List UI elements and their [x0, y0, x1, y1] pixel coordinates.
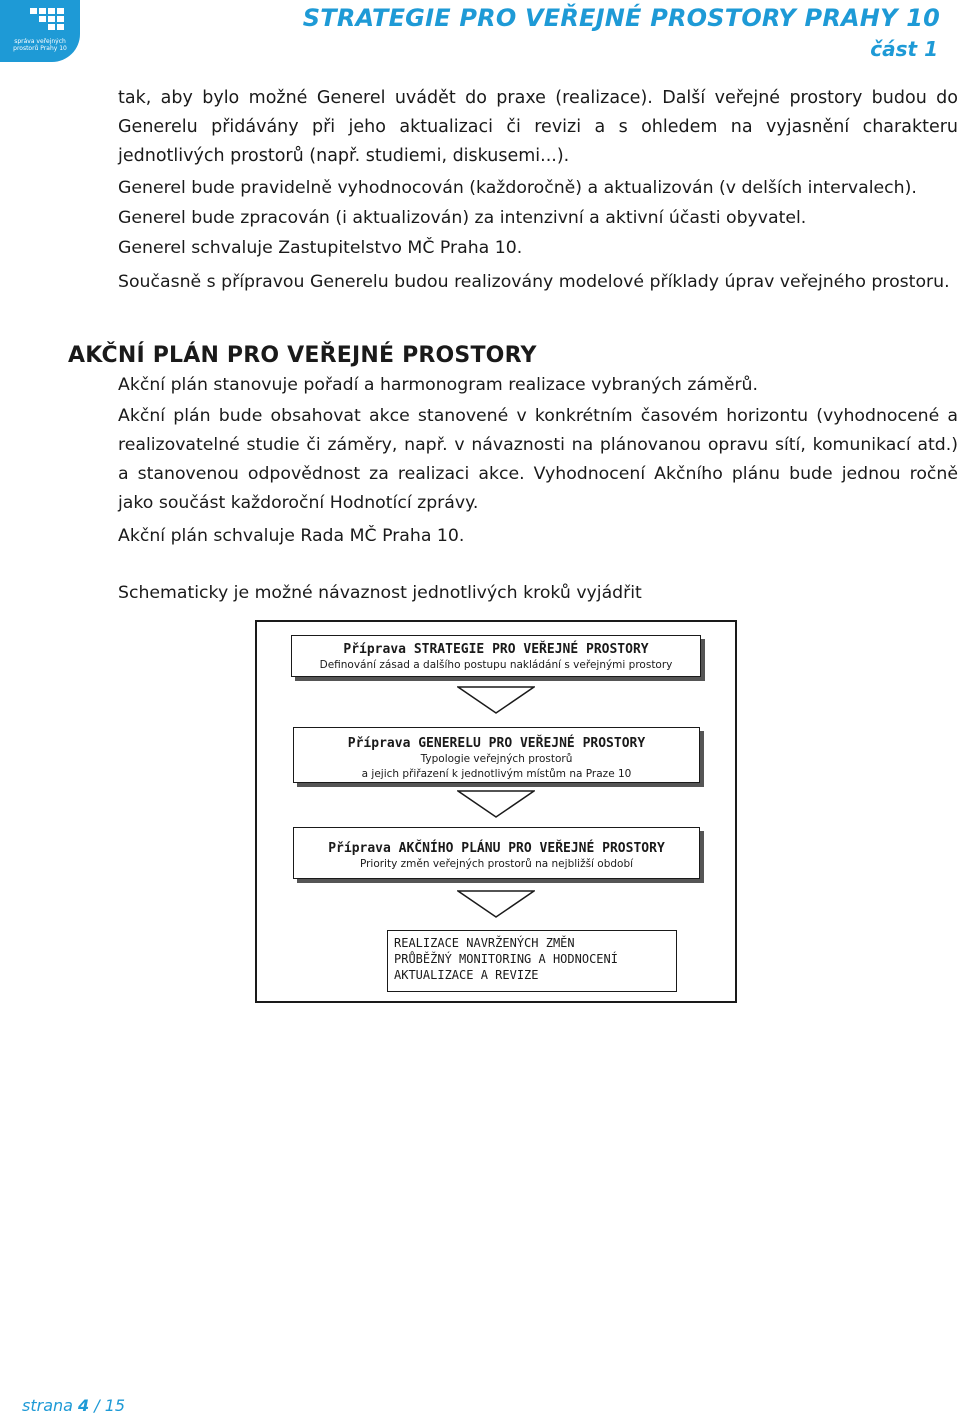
page-label: strana	[22, 1396, 73, 1415]
arrow-down-icon	[457, 686, 535, 714]
step-box-action-plan	[293, 827, 700, 879]
intro-paragraph: tak, aby bylo možné Generel uvádět do praxe (realizace). Další veřejné prostory budou do Generelu přidávány při jeho aktualizaci či revizi a s ohledem na vyjasnění charakteru jednotlivých prostorů (např. studiemi, diskusemi...).	[118, 88, 958, 166]
total-pages: 15	[104, 1396, 126, 1415]
step-description: Definování zásad a dalšího postupu nakládání s veřejnými prostory	[319, 659, 673, 671]
step-title: Příprava AKČNÍHO PLÁNU PRO VEŘEJNÉ PROSTORY	[328, 841, 665, 856]
document-part: část 1	[870, 37, 938, 61]
section-paragraph: Akční plán bude obsahovat akce stanovené v konkrétním časovém horizontu (vyhodnocené a realizovatelné studie či záměry, např. v návaznosti na plánovanou opravu sítí, komunikací atd.) a stanovenou odpovědnost za realizaci akce. Vyhodnocení Akčního plánu bude jednou ročně jako součást každoroční Hodnotící zprávy.	[118, 406, 958, 513]
section-heading: AKČNÍ PLÁN PRO VEŘEJNÉ PROSTORY	[68, 343, 537, 368]
step-description: a jejich přiřazení k jednotlivým místům na Praze 10	[361, 768, 632, 780]
schema-intro: Schematicky je možné návaznost jednotlivých kroků vyjádřit	[118, 583, 642, 603]
step-title: Příprava GENERELU PRO VEŘEJNÉ PROSTORY	[347, 736, 646, 751]
step-title: Příprava STRATEGIE PRO VEŘEJNÉ PROSTORY	[343, 642, 649, 657]
page-separator: /	[94, 1396, 100, 1415]
logo-grid-icon	[30, 8, 66, 36]
process-diagram	[255, 620, 737, 1003]
intro-paragraph: Generel schvaluje Zastupitelstvo MČ Praha 10.	[118, 238, 523, 258]
arrow-down-icon	[457, 790, 535, 818]
document-title: STRATEGIE PRO VEŘEJNÉ PROSTORY PRAHY 10	[302, 4, 940, 32]
section-paragraph: Akční plán schvaluje Rada MČ Praha 10.	[118, 526, 465, 546]
intro-paragraph: Generel bude zpracován (i aktualizován) za intenzivní a aktivní účasti obyvatel.	[118, 208, 807, 228]
realization-line: PRŮBĚŽNÝ MONITORING A HODNOCENÍ	[394, 952, 618, 966]
step-description: Priority změn veřejných prostorů na nejbližší období	[359, 858, 634, 870]
step-box-realization	[387, 930, 677, 992]
section-paragraph: Akční plán stanovuje pořadí a harmonogram realizace vybraných záměrů.	[118, 375, 758, 395]
page-number	[22, 1396, 125, 1415]
logo-text: správa veřejných prostorů Prahy 10	[13, 38, 67, 52]
step-description: Typologie veřejných prostorů	[420, 753, 573, 765]
arrow-down-icon	[457, 890, 535, 918]
intro-paragraph: Současně s přípravou Generelu budou realizovány modelové příklady úprav veřejného prostoru.	[118, 272, 950, 292]
realization-line: AKTUALIZACE A REVIZE	[394, 968, 539, 982]
logo	[0, 0, 80, 62]
intro-paragraph: Generel bude pravidelně vyhodnocován (každoročně) a aktualizován (v delších intervalech).	[118, 178, 917, 198]
step-box-generel	[293, 727, 700, 783]
current-page: 4	[78, 1396, 90, 1415]
realization-line: REALIZACE NAVRŽENÝCH ZMĚN	[394, 936, 575, 950]
step-box-strategy	[291, 635, 701, 677]
